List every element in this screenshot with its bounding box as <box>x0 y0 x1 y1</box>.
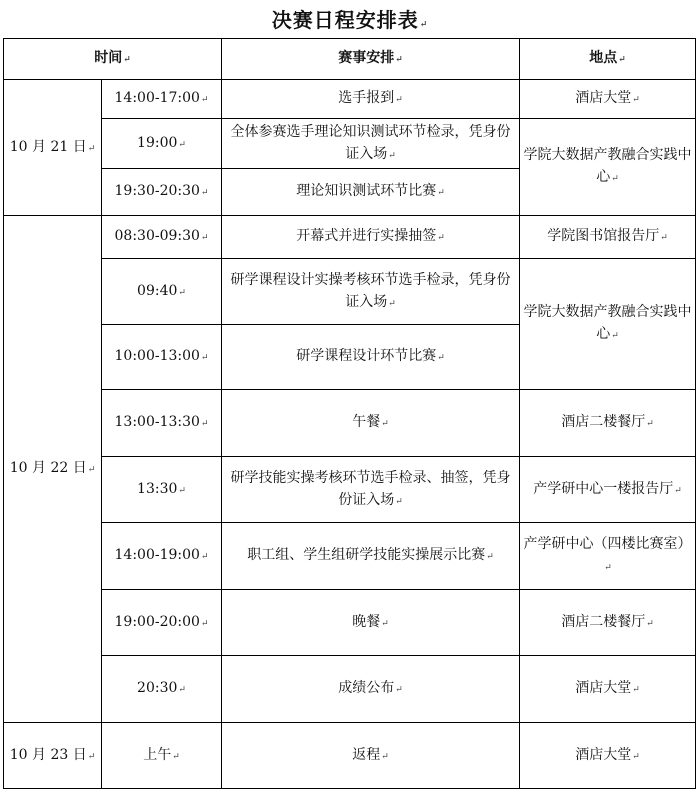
paragraph-mark-icon: ↵ <box>395 95 403 105</box>
paragraph-mark-icon: ↵ <box>437 233 445 243</box>
paragraph-mark-icon: ↵ <box>437 353 445 363</box>
event-cell: 研学课程设计实操考核环节选手检录，凭身份证入场↵ <box>222 259 520 325</box>
paragraph-mark-icon: ↵ <box>388 298 396 309</box>
paragraph-mark-icon: ↵ <box>178 287 186 298</box>
place-cell: 产学研中心一楼报告厅↵ <box>520 457 696 523</box>
time-cell: 09:40↵ <box>102 259 222 325</box>
day-cell: 10 月 21 日↵ <box>4 80 102 216</box>
event-cell: 开幕式并进行实操抽签↵ <box>222 216 520 259</box>
time-cell: 19:30-20:30↵ <box>102 169 222 216</box>
paragraph-mark-icon: ↵ <box>604 563 612 573</box>
paragraph-mark-icon: ↵ <box>632 685 640 695</box>
place-cell: 酒店大堂↵ <box>520 80 696 119</box>
paragraph-mark-icon: ↵ <box>200 419 209 429</box>
table-row <box>4 119 696 169</box>
paragraph-mark-icon: ↵ <box>123 55 131 65</box>
paragraph-mark-icon: ↵ <box>87 751 96 762</box>
event-cell: 返程↵ <box>222 723 520 789</box>
event-cell: 午餐↵ <box>222 390 520 457</box>
event-cell: 研学技能实操考核环节选手检录、抽签，凭身份证入场↵ <box>222 457 520 523</box>
paragraph-mark-icon: ↵ <box>611 331 619 341</box>
table-row <box>4 656 696 723</box>
paragraph-mark-icon: ↵ <box>200 95 209 105</box>
table-row <box>4 723 696 789</box>
paragraph-mark-icon: ↵ <box>674 485 682 496</box>
paragraph-mark-icon: ↵ <box>646 618 654 629</box>
paragraph-mark-icon: ↵ <box>646 419 654 429</box>
table-row <box>4 390 696 457</box>
place-cell: 酒店大堂↵ <box>520 656 696 723</box>
table-row <box>4 457 696 523</box>
table-row <box>4 80 696 119</box>
time-cell: 13:00-13:30↵ <box>102 390 222 457</box>
place-cell: 学院图书馆报告厅↵ <box>520 216 696 259</box>
paragraph-mark-icon: ↵ <box>611 174 619 184</box>
time-cell: 08:30-09:30↵ <box>102 216 222 259</box>
paragraph-mark-icon: ↵ <box>660 233 668 243</box>
paragraph-mark-icon: ↵ <box>178 139 186 150</box>
paragraph-mark-icon: ↵ <box>486 552 494 562</box>
header-row <box>4 39 696 80</box>
header-time: 时间↵ <box>4 39 222 80</box>
paragraph-mark-icon: ↵ <box>632 751 640 762</box>
place-cell: 酒店二楼餐厅↵ <box>520 590 696 656</box>
day-cell: 10 月 23 日↵ <box>4 723 102 789</box>
time-cell: 20:30↵ <box>102 656 222 723</box>
paragraph-mark-icon: ↵ <box>200 188 209 198</box>
event-cell: 理论知识测试环节比赛↵ <box>222 169 520 216</box>
event-cell: 全体参赛选手理论知识测试环节检录，凭身份证入场↵ <box>222 119 520 169</box>
paragraph-mark-icon: ↵ <box>388 150 396 161</box>
paragraph-mark-icon: ↵ <box>437 188 445 198</box>
paragraph-mark-icon: ↵ <box>87 465 96 475</box>
page-title <box>0 4 700 36</box>
paragraph-mark-icon: ↵ <box>632 95 640 105</box>
table-row <box>4 216 696 259</box>
paragraph-mark-icon: ↵ <box>381 751 389 762</box>
event-cell: 职工组、学生组研学技能实操展示比赛↵ <box>222 523 520 590</box>
place-cell: 酒店二楼餐厅↵ <box>520 390 696 457</box>
paragraph-mark-icon: ↵ <box>200 353 209 363</box>
schedule-table <box>3 38 696 789</box>
paragraph-mark-icon: ↵ <box>395 496 403 507</box>
paragraph-mark-icon: ↵ <box>381 419 389 429</box>
table-row <box>4 590 696 656</box>
event-cell: 选手报到↵ <box>222 80 520 119</box>
header-place: 地点↵ <box>520 39 696 80</box>
time-cell: 13:30↵ <box>102 457 222 523</box>
place-cell: 学院大数据产教融合实践中心↵ <box>520 119 696 216</box>
time-cell: 10:00-13:00↵ <box>102 325 222 390</box>
paragraph-mark-icon: ↵ <box>200 552 209 562</box>
paragraph-mark-icon: ↵ <box>178 685 186 695</box>
table-row <box>4 523 696 590</box>
event-cell: 成绩公布↵ <box>222 656 520 723</box>
paragraph-mark-icon: ↵ <box>172 751 180 762</box>
paragraph-mark-icon: ↵ <box>381 618 389 629</box>
title-text: 决赛日程安排表 <box>271 8 419 32</box>
place-cell: 学院大数据产教融合实践中心↵ <box>520 259 696 390</box>
time-cell: 14:00-17:00↵ <box>102 80 222 119</box>
table-row <box>4 259 696 325</box>
paragraph-mark-icon: ↵ <box>419 20 429 30</box>
paragraph-mark-icon: ↵ <box>87 143 96 154</box>
paragraph-mark-icon: ↵ <box>395 55 403 65</box>
time-cell: 上午↵ <box>102 723 222 789</box>
time-cell: 19:00↵ <box>102 119 222 169</box>
paragraph-mark-icon: ↵ <box>200 233 209 243</box>
time-cell: 19:00-20:00↵ <box>102 590 222 656</box>
paragraph-mark-icon: ↵ <box>618 55 626 65</box>
day-cell: 10 月 22 日↵ <box>4 216 102 723</box>
time-cell: 14:00-19:00↵ <box>102 523 222 590</box>
paragraph-mark-icon: ↵ <box>178 485 186 496</box>
event-cell: 研学课程设计环节比赛↵ <box>222 325 520 390</box>
event-cell: 晚餐↵ <box>222 590 520 656</box>
place-cell: 酒店大堂↵ <box>520 723 696 789</box>
place-cell: 产学研中心（四楼比赛室）↵ <box>520 523 696 590</box>
header-schedule: 赛事安排↵ <box>222 39 520 80</box>
paragraph-mark-icon: ↵ <box>200 618 209 629</box>
paragraph-mark-icon: ↵ <box>395 685 403 695</box>
